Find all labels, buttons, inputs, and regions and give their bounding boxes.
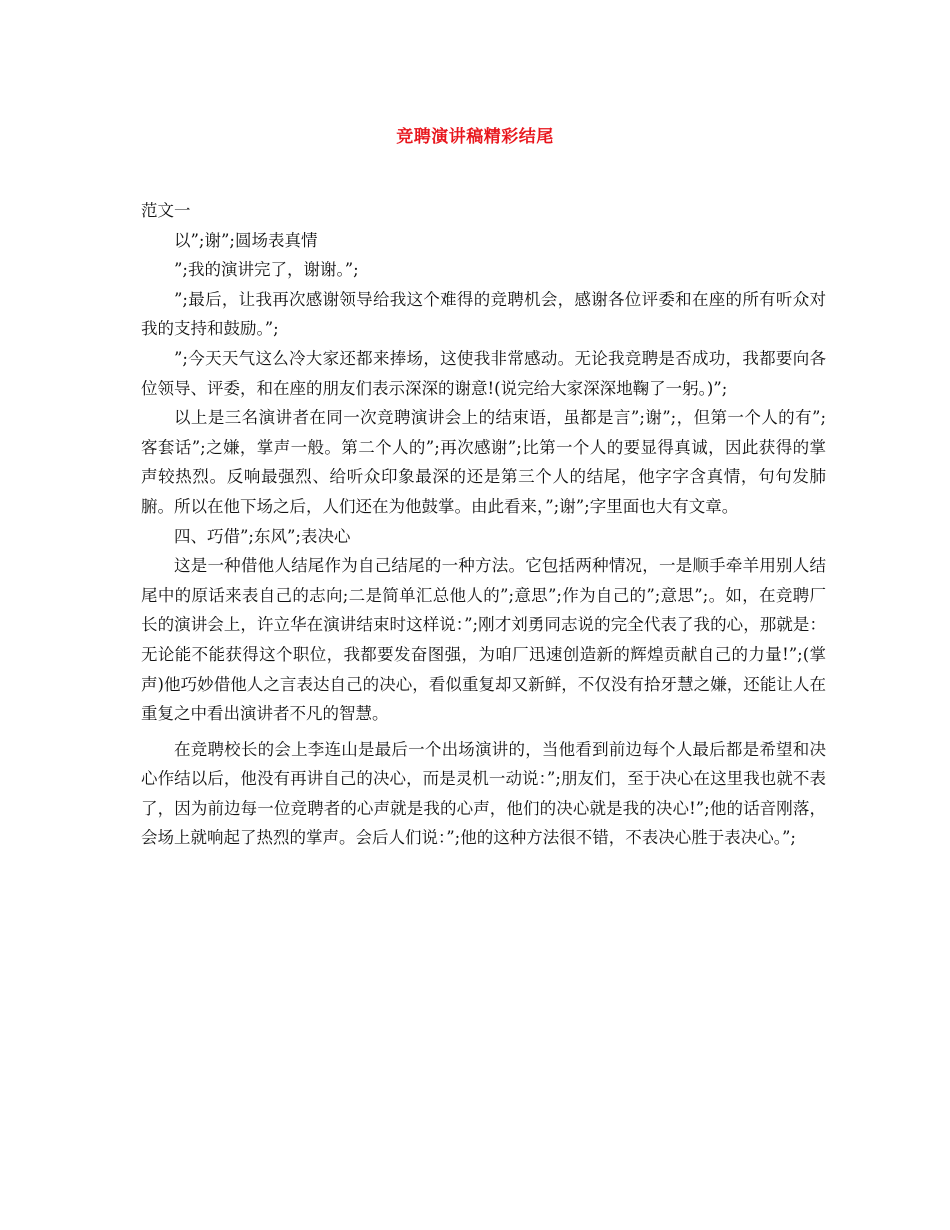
paragraph: 以”;谢”;圆场表真情 (174, 230, 318, 250)
paragraph: ”;最后，让我再次感谢领导给我这个难得的竞聘机会，感谢各位评委和在座的所有听众对我的支持和鼓励。”; (141, 289, 826, 339)
paragraph: 在竞聘校长的会上李连山是最后一个出场演讲的，当他看到前边每个人最后都是希望和决心作结以后，他没有再讲自己的决心，而是灵机一动说：”;朋友们，至于决心在这里我也就不表了，因为前边每一位竞聘者的心声就是我的心声，他们的决心就是我的决心!”;他的话音刚落，会场上就响起了热烈的掌声。会后人们说：”;他的这种方法很不错，不表决心胜于表决心。”; (141, 739, 826, 848)
document-body (141, 196, 826, 853)
paragraph: 这是一种借他人结尾作为自己结尾的一种方法。它包括两种情况，一是顺手牵羊用别人结尾中的原话来表自己的志向;二是简单汇总他人的”;意思”;作为自己的”;意思”;。如，在竞聘厂长的演讲会上，许立华在演讲结束时这样说：”;刚才刘勇同志说的完全代表了我的心，那就是：无论能不能获得这个职位，我都要发奋图强，为咱厂迅速创造新的辉煌贡献自己的力量!”;(掌声)他巧妙借他人之言表达自己的决心，看似重复却又新鲜，不仅没有拾牙慧之嫌，还能让人在重复之中看出演讲者不凡的智慧。 (141, 556, 826, 724)
paragraph: ”;我的演讲完了，谢谢。”; (174, 260, 359, 280)
section-label: 范文一 (141, 201, 191, 220)
paragraph: ”;今天天气这么冷大家还都来捧场，这使我非常感动。无论我竞聘是否成功，我都要向各位领导、评委，和在座的朋友们表示深深的谢意!(说完给大家深深地鞠了一躬。)”; (141, 348, 826, 398)
document-title: 竞聘演讲稿精彩结尾 (396, 127, 554, 147)
paragraph: 以上是三名演讲者在同一次竞聘演讲会上的结束语，虽都是言”;谢”;，但第一个人的有”;客套话”;之嫌，掌声一般。第二个人的”;再次感谢”;比第一个人的要显得真诚，因此获得的掌声较热烈。反响最强烈、给听众印象最深的还是第三个人的结尾，他字字含真情，句句发肺腑。所以在他下场之后，人们还在为他鼓掌。由此看来，”;谢”;字里面也大有文章。 (141, 408, 826, 516)
paragraph-heading: 四、巧借”;东风”;表决心 (174, 526, 351, 546)
